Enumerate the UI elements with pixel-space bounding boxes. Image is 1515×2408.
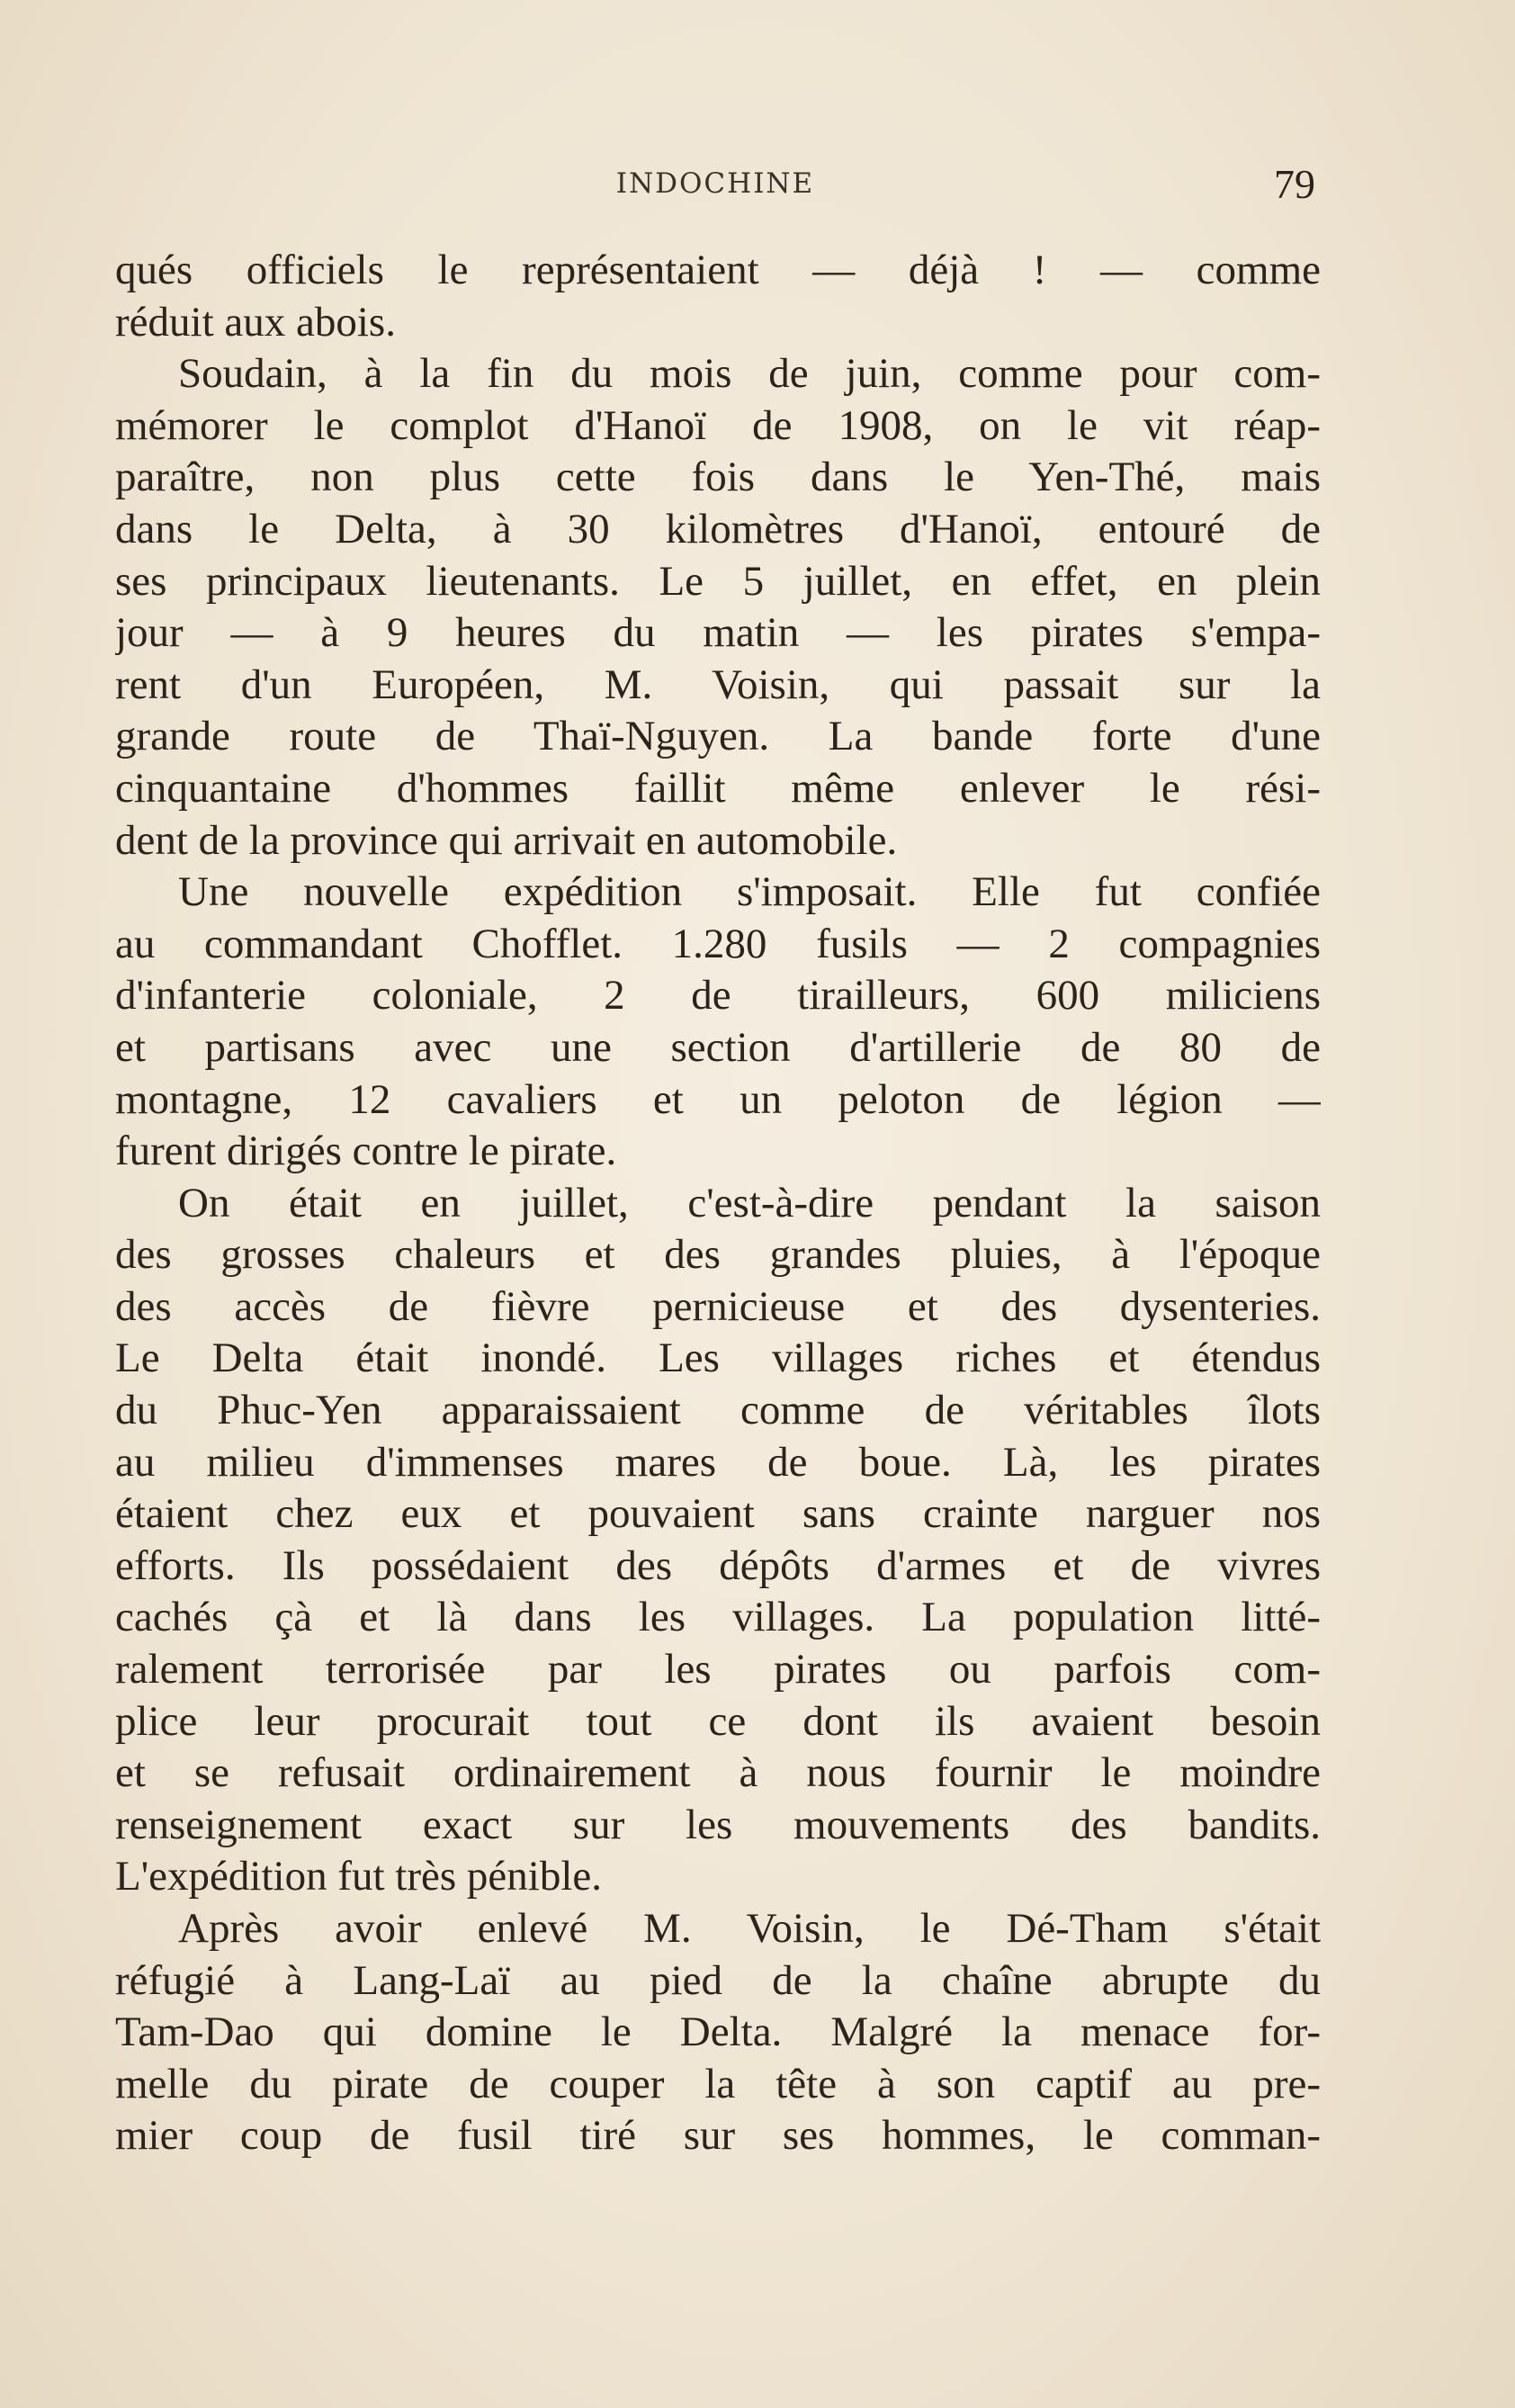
text-line: On était en juillet, c'est-à-dire pendant la saison — [178, 1179, 1321, 1226]
text-line: rent d'un Européen, M. Voisin, qui passait sur la — [115, 660, 1321, 708]
text-line: étaient chez eux et pouvaient sans crainte narguer nos — [115, 1490, 1321, 1538]
text-line: des accès de fièvre pernicieuse et des dysenteries. — [115, 1282, 1321, 1330]
text-line: cinquantaine d'hommes faillit même enlever le rési- — [115, 764, 1321, 812]
text-line: plice leur procurait tout ce dont ils avaient besoin — [115, 1697, 1321, 1745]
page-number: 79 — [1274, 161, 1315, 207]
text-line: cachés çà et là dans les villages. La population litté- — [115, 1594, 1321, 1641]
text-line: efforts. Ils possédaient des dépôts d'armes et de vivres — [115, 1541, 1321, 1589]
text-line: paraître, non plus cette fois dans le Yen-Thé, mais — [115, 454, 1321, 501]
body-text — [115, 245, 1321, 2162]
text-line: grande route de Thaï-Nguyen. La bande forte d'une — [115, 713, 1321, 760]
text-line: mémorer le complot d'Hanoï de 1908, on le vit réap- — [115, 401, 1321, 449]
text-line: Le Delta était inondé. Les villages riches et étendus — [115, 1334, 1321, 1382]
text-line: dent de la province qui arrivait en automobile. — [115, 816, 898, 864]
text-line: Soudain, à la fin du mois de juin, comme pour com- — [178, 350, 1321, 398]
text-line: au milieu d'immenses mares de boue. Là, les pirates — [115, 1438, 1321, 1486]
text-line: mier coup de fusil tiré sur ses hommes, le comman- — [115, 2112, 1321, 2160]
text-line: qués officiels le représentaient — déjà ! — comme — [115, 247, 1321, 293]
text-line: dans le Delta, à 30 kilomètres d'Hanoï, entouré de — [115, 505, 1321, 553]
text-line: furent dirigés contre le pirate. — [115, 1128, 617, 1175]
text-line: montagne, 12 cavaliers et un peloton de légion — — [115, 1075, 1321, 1123]
text-line: renseignement exact sur les mouvements des bandits. — [115, 1801, 1321, 1848]
text-line: ralement terrorisée par les pirates ou parfois com- — [115, 1646, 1321, 1694]
text-line: réduit aux abois. — [115, 298, 396, 346]
running-head-title: INDOCHINE — [615, 167, 815, 200]
text-line: Après avoir enlevé M. Voisin, le Dé-Tham s'était — [178, 1905, 1321, 1952]
text-line: Une nouvelle expédition s'imposait. Elle fut confiée — [178, 868, 1321, 916]
running-head — [115, 160, 1315, 207]
text-line: et se refusait ordinairement à nous fournir le moindre — [115, 1749, 1321, 1797]
text-line: Tam-Dao qui domine le Delta. Malgré la menace for- — [115, 2008, 1321, 2056]
text-line: L'expédition fut très pénible. — [115, 1853, 602, 1900]
text-line: du Phuc-Yen apparaissaient comme de véritables îlots — [115, 1387, 1321, 1434]
text-line: des grosses chaleurs et des grandes pluies, à l'époque — [115, 1231, 1321, 1279]
text-line: d'infanterie coloniale, 2 de tirailleurs, 600 miliciens — [115, 972, 1321, 1020]
text-line: réfugié à Lang-Laï au pied de la chaîne abrupte du — [115, 1956, 1321, 2004]
text-line: melle du pirate de couper la tête à son captif au pre- — [115, 2060, 1321, 2107]
text-line: au commandant Chofflet. 1.280 fusils — 2 compagnies — [115, 920, 1321, 967]
text-line: et partisans avec une section d'artillerie de 80 de — [115, 1023, 1321, 1071]
text-line: jour — à 9 heures du matin — les pirates s'empa- — [115, 609, 1321, 657]
text-line: ses principaux lieutenants. Le 5 juillet, en effet, en plein — [115, 557, 1321, 605]
